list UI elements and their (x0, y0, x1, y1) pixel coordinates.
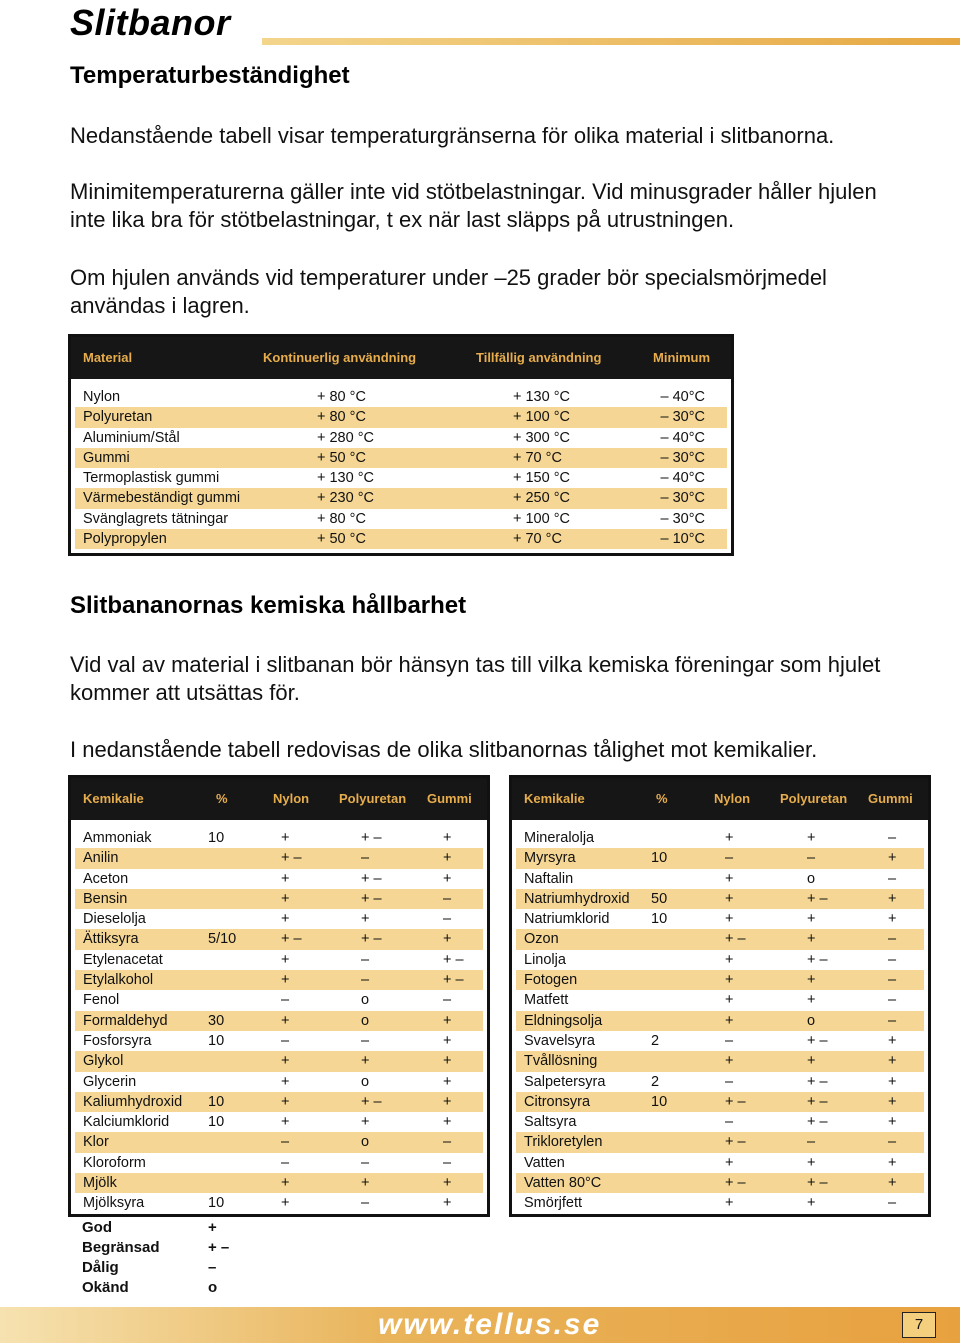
table-cell: + 50 °C (317, 531, 366, 548)
table-cell: Svavelsyra (524, 1032, 595, 1049)
table-cell: + (281, 1114, 290, 1131)
table-cell: Etylalkohol (83, 972, 154, 989)
table-cell: + 50 °C (317, 449, 366, 466)
table-row (516, 990, 924, 1010)
table-cell: + 150 °C (513, 470, 570, 487)
table-cell: + 130 °C (317, 470, 374, 487)
table-row (516, 929, 924, 949)
table-cell: + (725, 890, 734, 907)
table-row (75, 1193, 483, 1213)
table-cell: + – (807, 1032, 828, 1049)
table-cell: + – (361, 870, 382, 887)
table-cell: + (807, 1154, 816, 1171)
table-cell: Aluminium/Stål (83, 429, 180, 446)
column-header: Nylon (273, 791, 310, 806)
table-cell: – (443, 911, 452, 928)
table-cell: + (888, 1175, 897, 1192)
table-row (75, 889, 483, 909)
paragraph: Nedanstående tabell visar temperaturgränserna för olika material i slitbanorna. (70, 123, 835, 148)
table-row (75, 509, 727, 529)
table-cell: o (361, 1012, 370, 1029)
table-row (516, 828, 924, 848)
table-cell: – (725, 1032, 734, 1049)
page-number: 7 (902, 1312, 936, 1338)
table-cell: 10 (208, 1195, 225, 1212)
table-cell: Kaliumhydroxid (83, 1093, 183, 1110)
column-header: Polyuretan (339, 791, 407, 806)
table-row (75, 848, 483, 868)
table-cell: Glycerin (83, 1073, 137, 1090)
table-cell: Salpetersyra (524, 1073, 606, 1090)
table-cell: Ättiksyra (83, 931, 139, 948)
column-header: Minimum (653, 350, 711, 365)
table-cell: + (888, 911, 897, 928)
table-cell: – (888, 951, 897, 968)
table-row (75, 1173, 483, 1193)
table-row (516, 1011, 924, 1031)
table-cell: + (807, 1053, 816, 1070)
table-cell: Vatten (524, 1154, 565, 1171)
table-cell: + (888, 1093, 897, 1110)
table-cell: Klor (83, 1134, 109, 1151)
table-row (516, 1193, 924, 1213)
table-row (75, 970, 483, 990)
table-row (75, 869, 483, 889)
table-cell: + (725, 1154, 734, 1171)
table-cell: – (725, 1073, 734, 1090)
table-cell: + – (725, 1093, 746, 1110)
column-header: Gummi (427, 791, 472, 806)
table-cell: 10 (651, 911, 668, 928)
table-cell: + (443, 1175, 452, 1192)
column-header: % (216, 791, 228, 806)
table-row (75, 909, 483, 929)
table-cell: + – (281, 931, 302, 948)
table-cell: – (281, 1032, 290, 1049)
table-cell: + (443, 931, 452, 948)
table-row (75, 1153, 483, 1173)
column-header: Nylon (714, 791, 751, 806)
table-row (75, 1072, 483, 1092)
temperature-table-body (71, 379, 731, 549)
table-cell: + (443, 1012, 452, 1029)
table-cell: + (443, 870, 452, 887)
table-cell: + (725, 870, 734, 887)
table-cell: Mjölksyra (83, 1195, 145, 1212)
table-cell: – (281, 1154, 290, 1171)
table-cell: Eldningsolja (524, 1012, 603, 1029)
table-cell: + (725, 1195, 734, 1212)
table-cell: Kalciumklorid (83, 1114, 170, 1131)
table-cell: + 70 °C (513, 531, 562, 548)
table-cell: Vatten 80°C (524, 1175, 602, 1192)
table-cell: + (725, 1053, 734, 1070)
table-cell: Saltsyra (524, 1114, 577, 1131)
column-header: Material (83, 350, 133, 365)
table-cell: Kloroform (83, 1154, 146, 1171)
column-header: % (656, 791, 668, 806)
table-cell: o (361, 992, 370, 1009)
table-cell: – (281, 1134, 290, 1151)
table-cell: o (807, 1012, 816, 1029)
table-row (75, 1132, 483, 1152)
table-cell: 10 (208, 830, 225, 846)
title-accent-bar (262, 38, 960, 45)
table-cell: Polyuretan (83, 409, 153, 426)
table-cell: Ammoniak (83, 830, 152, 846)
chemical-table-left-body (71, 820, 487, 1214)
column-header: Tillfällig användning (476, 350, 602, 365)
table-cell: + (361, 1175, 370, 1192)
paragraph: Vid val av material i slitbanan bör hänsyn tas till vilka kemiska föreningar som hjulet kommer att utsättas för. (70, 652, 881, 705)
table-cell: Värmebeständigt gummi (83, 490, 241, 507)
table-cell: + (888, 890, 897, 907)
table-row (75, 1011, 483, 1031)
table-cell: 10 (208, 1032, 225, 1049)
table-cell: + (807, 1195, 816, 1212)
table-row (75, 448, 727, 468)
table-cell: + (281, 1195, 290, 1212)
table-cell: Polypropylen (83, 531, 167, 548)
column-header: Kontinuerlig användning (263, 350, 417, 365)
table-cell: Fosforsyra (83, 1032, 152, 1049)
table-cell: – (443, 890, 452, 907)
paragraph: Minimitemperaturerna gäller inte vid stötbelastningar. Vid minusgrader håller hjulen inte lika bra för stötbelastningar, t ex när last släpps på utrustningen. (70, 179, 877, 232)
table-cell: – 30°C (660, 409, 705, 426)
temperature-table-header (71, 337, 731, 379)
table-cell: – 40°C (660, 389, 705, 405)
legend-label: Begränsad (82, 1239, 160, 1256)
table-cell: + (281, 830, 290, 846)
table-cell: 2 (651, 1032, 660, 1049)
table-cell: + (443, 1053, 452, 1070)
table-cell: + (361, 911, 370, 928)
table-row (75, 1112, 483, 1132)
table-cell: – 30°C (660, 490, 705, 507)
table-cell: + (281, 890, 290, 907)
table-cell: – 30°C (660, 510, 705, 527)
paragraph: I nedanstående tabell redovisas de olika slitbanornas tålighet mot kemikalier. (70, 737, 818, 762)
table-cell: + (443, 1073, 452, 1090)
table-cell: + 80 °C (317, 510, 366, 527)
table-cell: + – (443, 951, 464, 968)
table-cell: + (888, 1114, 897, 1131)
table-cell: + (361, 1114, 370, 1131)
table-cell: – (888, 992, 897, 1009)
table-cell: + – (807, 1093, 828, 1110)
table-cell: + – (807, 1175, 828, 1192)
table-cell: Trikloretylen (524, 1134, 603, 1151)
table-cell: Svänglagrets tätningar (83, 510, 229, 527)
table-cell: + 70 °C (513, 449, 562, 466)
table-row (516, 1112, 924, 1132)
table-row (516, 950, 924, 970)
table-cell: + (443, 1195, 452, 1212)
table-cell: – 40°C (660, 429, 705, 446)
table-cell: – (888, 870, 897, 887)
table-cell: + – (725, 1134, 746, 1151)
table-cell: – 40°C (660, 470, 705, 487)
chemical-table-right (509, 775, 931, 1217)
paragraph: Om hjulen används vid temperaturer under –25 grader bör specialsmörjmedel användas i lagren. (70, 265, 827, 318)
table-cell: + 100 °C (513, 510, 570, 527)
table-cell: – (888, 1134, 897, 1151)
table-cell: – (361, 1195, 370, 1212)
table-cell: + (888, 1032, 897, 1049)
table-cell: + (725, 992, 734, 1009)
table-cell: + (807, 931, 816, 948)
table-cell: + – (807, 1073, 828, 1090)
legend-symbol: – (208, 1259, 217, 1276)
table-cell: – (888, 830, 897, 846)
table-row (75, 387, 727, 407)
table-cell: Termoplastisk gummi (83, 470, 220, 487)
table-cell: + – (281, 850, 302, 867)
table-cell: – (443, 1154, 452, 1171)
table-cell: – 30°C (660, 449, 705, 466)
table-cell: Ozon (524, 931, 559, 948)
column-header: Polyuretan (780, 791, 848, 806)
table-cell: – (888, 972, 897, 989)
chemical-table-header (71, 778, 487, 820)
table-cell: + 250 °C (513, 490, 570, 507)
table-cell: Gummi (83, 449, 130, 466)
table-cell: o (807, 870, 816, 887)
table-cell: – 10°C (660, 531, 705, 548)
table-row (75, 1031, 483, 1051)
table-cell: Tvållösning (524, 1053, 598, 1070)
table-cell: o (361, 1134, 370, 1151)
table-cell: – (443, 992, 452, 1009)
table-cell: Matfett (524, 992, 569, 1009)
chemical-table-right-body (512, 820, 928, 1214)
table-cell: + (281, 972, 290, 989)
chemical-table-header (512, 778, 928, 820)
section-heading-temperature: Temperaturbeständighet (70, 62, 350, 89)
table-cell: + (807, 911, 816, 928)
table-cell: Anilin (83, 850, 119, 867)
temperature-table (68, 334, 734, 556)
table-cell: + (281, 911, 290, 928)
table-cell: + (281, 1093, 290, 1110)
table-row (516, 889, 924, 909)
table-cell: – (888, 1195, 897, 1212)
table-cell: 10 (208, 1114, 225, 1131)
table-row (516, 848, 924, 868)
table-cell: 10 (651, 1093, 668, 1110)
table-row (75, 950, 483, 970)
legend-label: God (82, 1219, 112, 1236)
legend-symbol: + – (208, 1239, 230, 1256)
table-cell: Etylenacetat (83, 951, 163, 968)
table-cell: Aceton (83, 870, 129, 887)
table-row (75, 828, 483, 848)
table-row (516, 1092, 924, 1112)
table-row (516, 1132, 924, 1152)
table-cell: + – (725, 931, 746, 948)
table-cell: 30 (208, 1012, 225, 1029)
table-cell: Mineralolja (524, 830, 595, 846)
table-row (516, 1173, 924, 1193)
table-cell: + (725, 830, 734, 846)
table-cell: + (888, 850, 897, 867)
table-cell: + 100 °C (513, 409, 570, 426)
table-cell: + (281, 870, 290, 887)
table-cell: + (281, 1175, 290, 1192)
table-cell: + (725, 951, 734, 968)
table-cell: – (281, 992, 290, 1009)
table-cell: + 280 °C (317, 429, 374, 446)
legend-symbol: + (208, 1219, 217, 1236)
table-cell: + (281, 1012, 290, 1029)
table-row (75, 529, 727, 549)
table-cell: + – (361, 890, 382, 907)
table-cell: – (725, 850, 734, 867)
table-row (516, 1072, 924, 1092)
table-row (75, 428, 727, 448)
table-cell: Dieselolja (83, 911, 146, 928)
table-row (516, 1153, 924, 1173)
table-cell: – (361, 850, 370, 867)
table-cell: Mjölk (83, 1175, 117, 1192)
table-cell: Naftalin (524, 870, 574, 887)
table-row (516, 1051, 924, 1071)
legend-label: Okänd (82, 1279, 129, 1296)
table-cell: Bensin (83, 890, 128, 907)
table-cell: + (888, 1154, 897, 1171)
table-cell: + (888, 1053, 897, 1070)
table-cell: + – (807, 890, 828, 907)
table-row (75, 990, 483, 1010)
table-cell: + – (807, 1114, 828, 1131)
table-cell: + (281, 1073, 290, 1090)
legend-symbol: o (208, 1279, 218, 1296)
table-cell: + (281, 951, 290, 968)
table-cell: + (725, 911, 734, 928)
table-cell: Fenol (83, 992, 120, 1009)
table-cell: Natriumklorid (524, 911, 610, 928)
table-row (75, 1051, 483, 1071)
table-cell: + (888, 1073, 897, 1090)
section-heading-chemical: Slitbananornas kemiska hållbarhet (70, 592, 467, 619)
table-cell: + 80 °C (317, 389, 366, 405)
table-row (516, 1031, 924, 1051)
table-cell: + (443, 1093, 452, 1110)
table-cell: + (807, 972, 816, 989)
table-cell: – (361, 951, 370, 968)
table-cell: + 300 °C (513, 429, 570, 446)
table-row (75, 1092, 483, 1112)
table-cell: + (725, 972, 734, 989)
table-cell: Citronsyra (524, 1093, 591, 1110)
table-cell: + (443, 850, 452, 867)
table-cell: + (725, 1012, 734, 1029)
table-cell: + 80 °C (317, 409, 366, 426)
table-cell: – (361, 972, 370, 989)
table-cell: Fotogen (524, 972, 578, 989)
table-cell: – (807, 850, 816, 867)
table-cell: + 230 °C (317, 490, 374, 507)
table-row (516, 970, 924, 990)
table-row (75, 929, 483, 949)
table-cell: + – (361, 931, 382, 948)
table-cell: + – (361, 830, 382, 846)
table-cell: o (361, 1073, 370, 1090)
footer-url-link[interactable]: www.tellus.se (378, 1308, 602, 1341)
table-cell: + – (725, 1175, 746, 1192)
table-cell: 10 (208, 1093, 225, 1110)
table-cell: Natriumhydroxid (524, 890, 630, 907)
column-header: Gummi (868, 791, 913, 806)
table-cell: + (443, 1114, 452, 1131)
legend-label: Dålig (82, 1259, 119, 1276)
table-cell: Myrsyra (524, 850, 576, 867)
table-cell: – (888, 1012, 897, 1029)
table-cell: + – (443, 972, 464, 989)
table-cell: Linolja (524, 951, 566, 968)
table-row (516, 869, 924, 889)
table-cell: + – (361, 1093, 382, 1110)
title-band (0, 0, 960, 48)
table-cell: 50 (651, 890, 668, 907)
table-cell: 10 (651, 850, 668, 867)
table-row (75, 468, 727, 488)
table-row (75, 407, 727, 427)
table-cell: – (725, 1114, 734, 1131)
table-cell: + – (807, 951, 828, 968)
table-cell: – (361, 1154, 370, 1171)
table-row (516, 909, 924, 929)
page-title: Slitbanor (70, 2, 231, 43)
table-cell: – (807, 1134, 816, 1151)
chemical-table-left (68, 775, 490, 1217)
table-cell: + (807, 830, 816, 846)
table-cell: + (807, 992, 816, 1009)
table-cell: 5/10 (208, 931, 237, 948)
table-cell: + (443, 1032, 452, 1049)
table-row (75, 488, 727, 508)
table-cell: – (888, 931, 897, 948)
table-cell: + (443, 830, 452, 846)
table-cell: 2 (651, 1073, 660, 1090)
table-cell: Smörjfett (524, 1195, 583, 1212)
table-cell: Glykol (83, 1053, 124, 1070)
table-cell: Nylon (83, 389, 121, 405)
table-cell: – (443, 1134, 452, 1151)
table-cell: + (361, 1053, 370, 1070)
table-cell: + 130 °C (513, 389, 570, 405)
table-cell: + (281, 1053, 290, 1070)
table-cell: – (361, 1032, 370, 1049)
column-header: Kemikalie (524, 791, 585, 806)
table-cell: Formaldehyd (83, 1012, 168, 1029)
column-header: Kemikalie (83, 791, 144, 806)
